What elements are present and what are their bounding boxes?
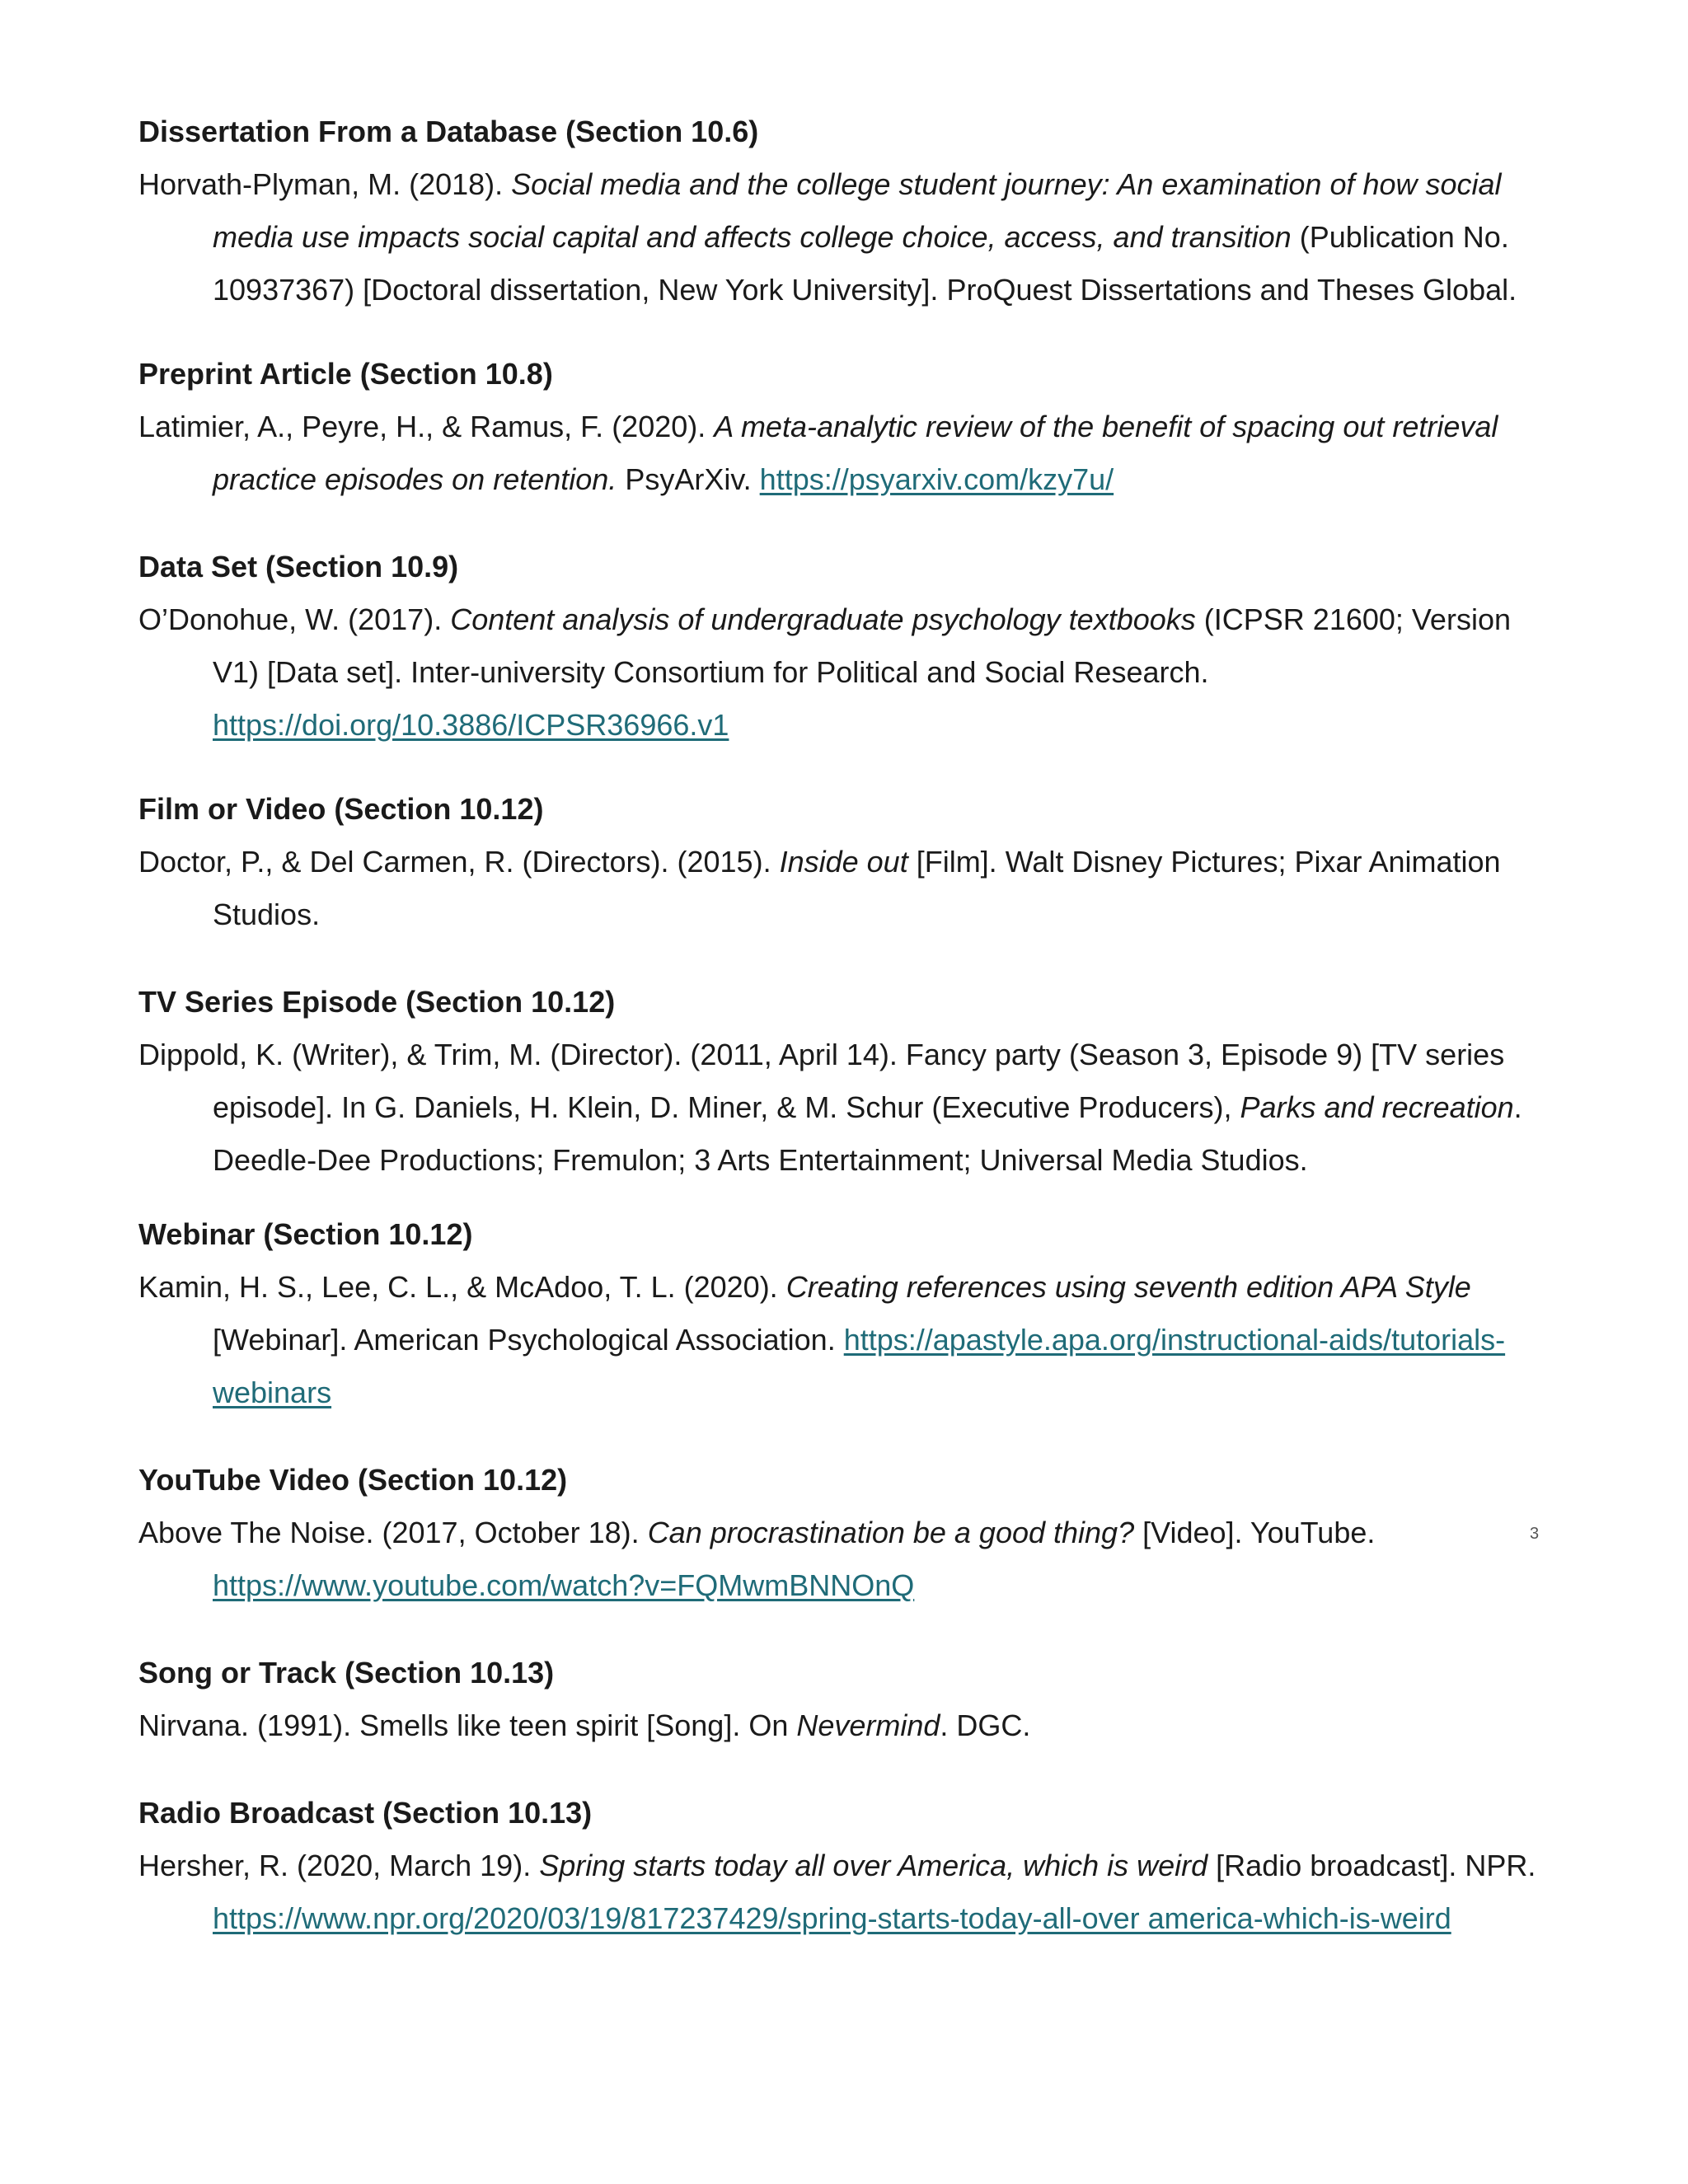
reference-citation <box>138 593 1556 752</box>
citation-title: Nevermind <box>796 1708 940 1742</box>
reference-citation <box>138 1699 1556 1752</box>
section-heading: YouTube Video (Section 10.12) <box>138 1463 568 1497</box>
citation-text: . DGC. <box>940 1708 1031 1742</box>
reference-entry <box>138 1208 1556 1419</box>
citation-title: Spring starts today all over America, which is weird <box>539 1849 1208 1882</box>
citation-title: A meta-analytic review of the benefit of spacing out retrieval practice episodes on retention. <box>213 410 1498 496</box>
citation-text: [Film]. Walt Disney Pictures; Pixar Animation Studios. <box>213 845 1501 931</box>
reference-entry <box>138 1454 1556 1612</box>
citation-title: Creating references using seventh edition APA Style <box>785 1270 1471 1304</box>
citation-text: Kamin, H. S., Lee, C. L., & McAdoo, T. L. (2020). <box>138 1270 786 1304</box>
citation-title: Content analysis of undergraduate psychology textbooks <box>450 602 1196 636</box>
citation-text: Latimier, A., Peyre, H., & Ramus, F. (2020). <box>138 410 715 443</box>
reference-citation <box>138 401 1556 506</box>
citation-text: [Video]. YouTube. <box>1134 1516 1376 1549</box>
section-heading: TV Series Episode (Section 10.12) <box>138 985 616 1019</box>
citation-text: Above The Noise. (2017, October 18). <box>138 1516 648 1549</box>
section-heading: Webinar (Section 10.12) <box>138 1217 473 1251</box>
citation-text: Horvath-Plyman, M. (2018). <box>138 167 512 201</box>
section-heading: Song or Track (Section 10.13) <box>138 1656 555 1690</box>
page-number: 3 <box>1530 1525 1540 1543</box>
citation-text: (ICPSR 21600; Version V1) [Data set]. Inter-university Consortium for Political and Social Research. <box>213 602 1511 689</box>
citation-text: [Webinar]. American Psychological Association. <box>213 1323 844 1357</box>
citation-link[interactable]: https://doi.org/10.3886/ICPSR36966.v1 <box>213 708 729 742</box>
reference-citation <box>138 1840 1556 1945</box>
citation-link[interactable]: https://www.npr.org/2020/03/19/817237429/spring-starts-today-all-over america-which-is-weird <box>213 1901 1451 1935</box>
citation-text: Nirvana. (1991). Smells like teen spirit [Song]. On <box>138 1708 797 1742</box>
section-heading: Radio Broadcast (Section 10.13) <box>138 1796 593 1830</box>
citation-text: O’Donohue, W. (2017). <box>138 602 451 636</box>
reference-citation <box>138 1261 1556 1419</box>
citation-text: . Deedle-Dee Productions; Fremulon; 3 Arts Entertainment; Universal Media Studios. <box>213 1090 1522 1177</box>
citation-link[interactable]: https://apastyle.apa.org/instructional-aids/tutorials-webinars <box>213 1323 1506 1409</box>
citation-text: [Radio broadcast]. NPR. <box>1207 1849 1536 1882</box>
citation-text: (Publication No. 10937367) [Doctoral dissertation, New York University]. ProQuest Dissertations and Theses Global. <box>213 220 1517 307</box>
citation-title: Social media and the college student journey: An examination of how social media use impacts social capital and affects college choice, access, and transition <box>213 167 1502 254</box>
reference-citation <box>138 836 1556 941</box>
citation-text: Doctor, P., & Del Carmen, R. (Directors). (2015). <box>138 845 780 879</box>
reference-entry <box>138 348 1556 506</box>
reference-entry <box>138 1647 1556 1752</box>
section-heading: Data Set (Section 10.9) <box>138 550 459 583</box>
section-heading: Preprint Article (Section 10.8) <box>138 357 553 391</box>
reference-list <box>138 105 1556 1945</box>
section-heading: Dissertation From a Database (Section 10.6) <box>138 115 759 148</box>
reference-entry <box>138 541 1556 752</box>
citation-title: Parks and recreation <box>1240 1090 1514 1124</box>
reference-entry <box>138 105 1556 316</box>
citation-text: Dippold, K. (Writer), & Trim, M. (Director). (2011, April 14). Fancy party (Season 3, Episode 9) [TV series episode]. In G. Daniels, H. Klein, D. Miner, & M. Schur (Executive Producers), <box>138 1038 1505 1124</box>
reference-entry <box>138 783 1556 941</box>
citation-text: PsyArXiv. <box>617 462 760 496</box>
reference-entry <box>138 1787 1556 1945</box>
reference-citation <box>138 158 1556 316</box>
reference-citation <box>138 1029 1556 1187</box>
reference-citation <box>138 1507 1556 1612</box>
citation-text: Hersher, R. (2020, March 19). <box>138 1849 540 1882</box>
section-heading: Film or Video (Section 10.12) <box>138 792 544 826</box>
citation-link[interactable]: https://www.youtube.com/watch?v=FQMwmBNNOnQ <box>213 1568 915 1602</box>
citation-title: Inside out <box>779 845 908 879</box>
citation-title: Can procrastination be a good thing? <box>647 1516 1135 1549</box>
reference-entry <box>138 976 1556 1187</box>
citation-link[interactable]: https://psyarxiv.com/kzy7u/ <box>759 462 1114 496</box>
